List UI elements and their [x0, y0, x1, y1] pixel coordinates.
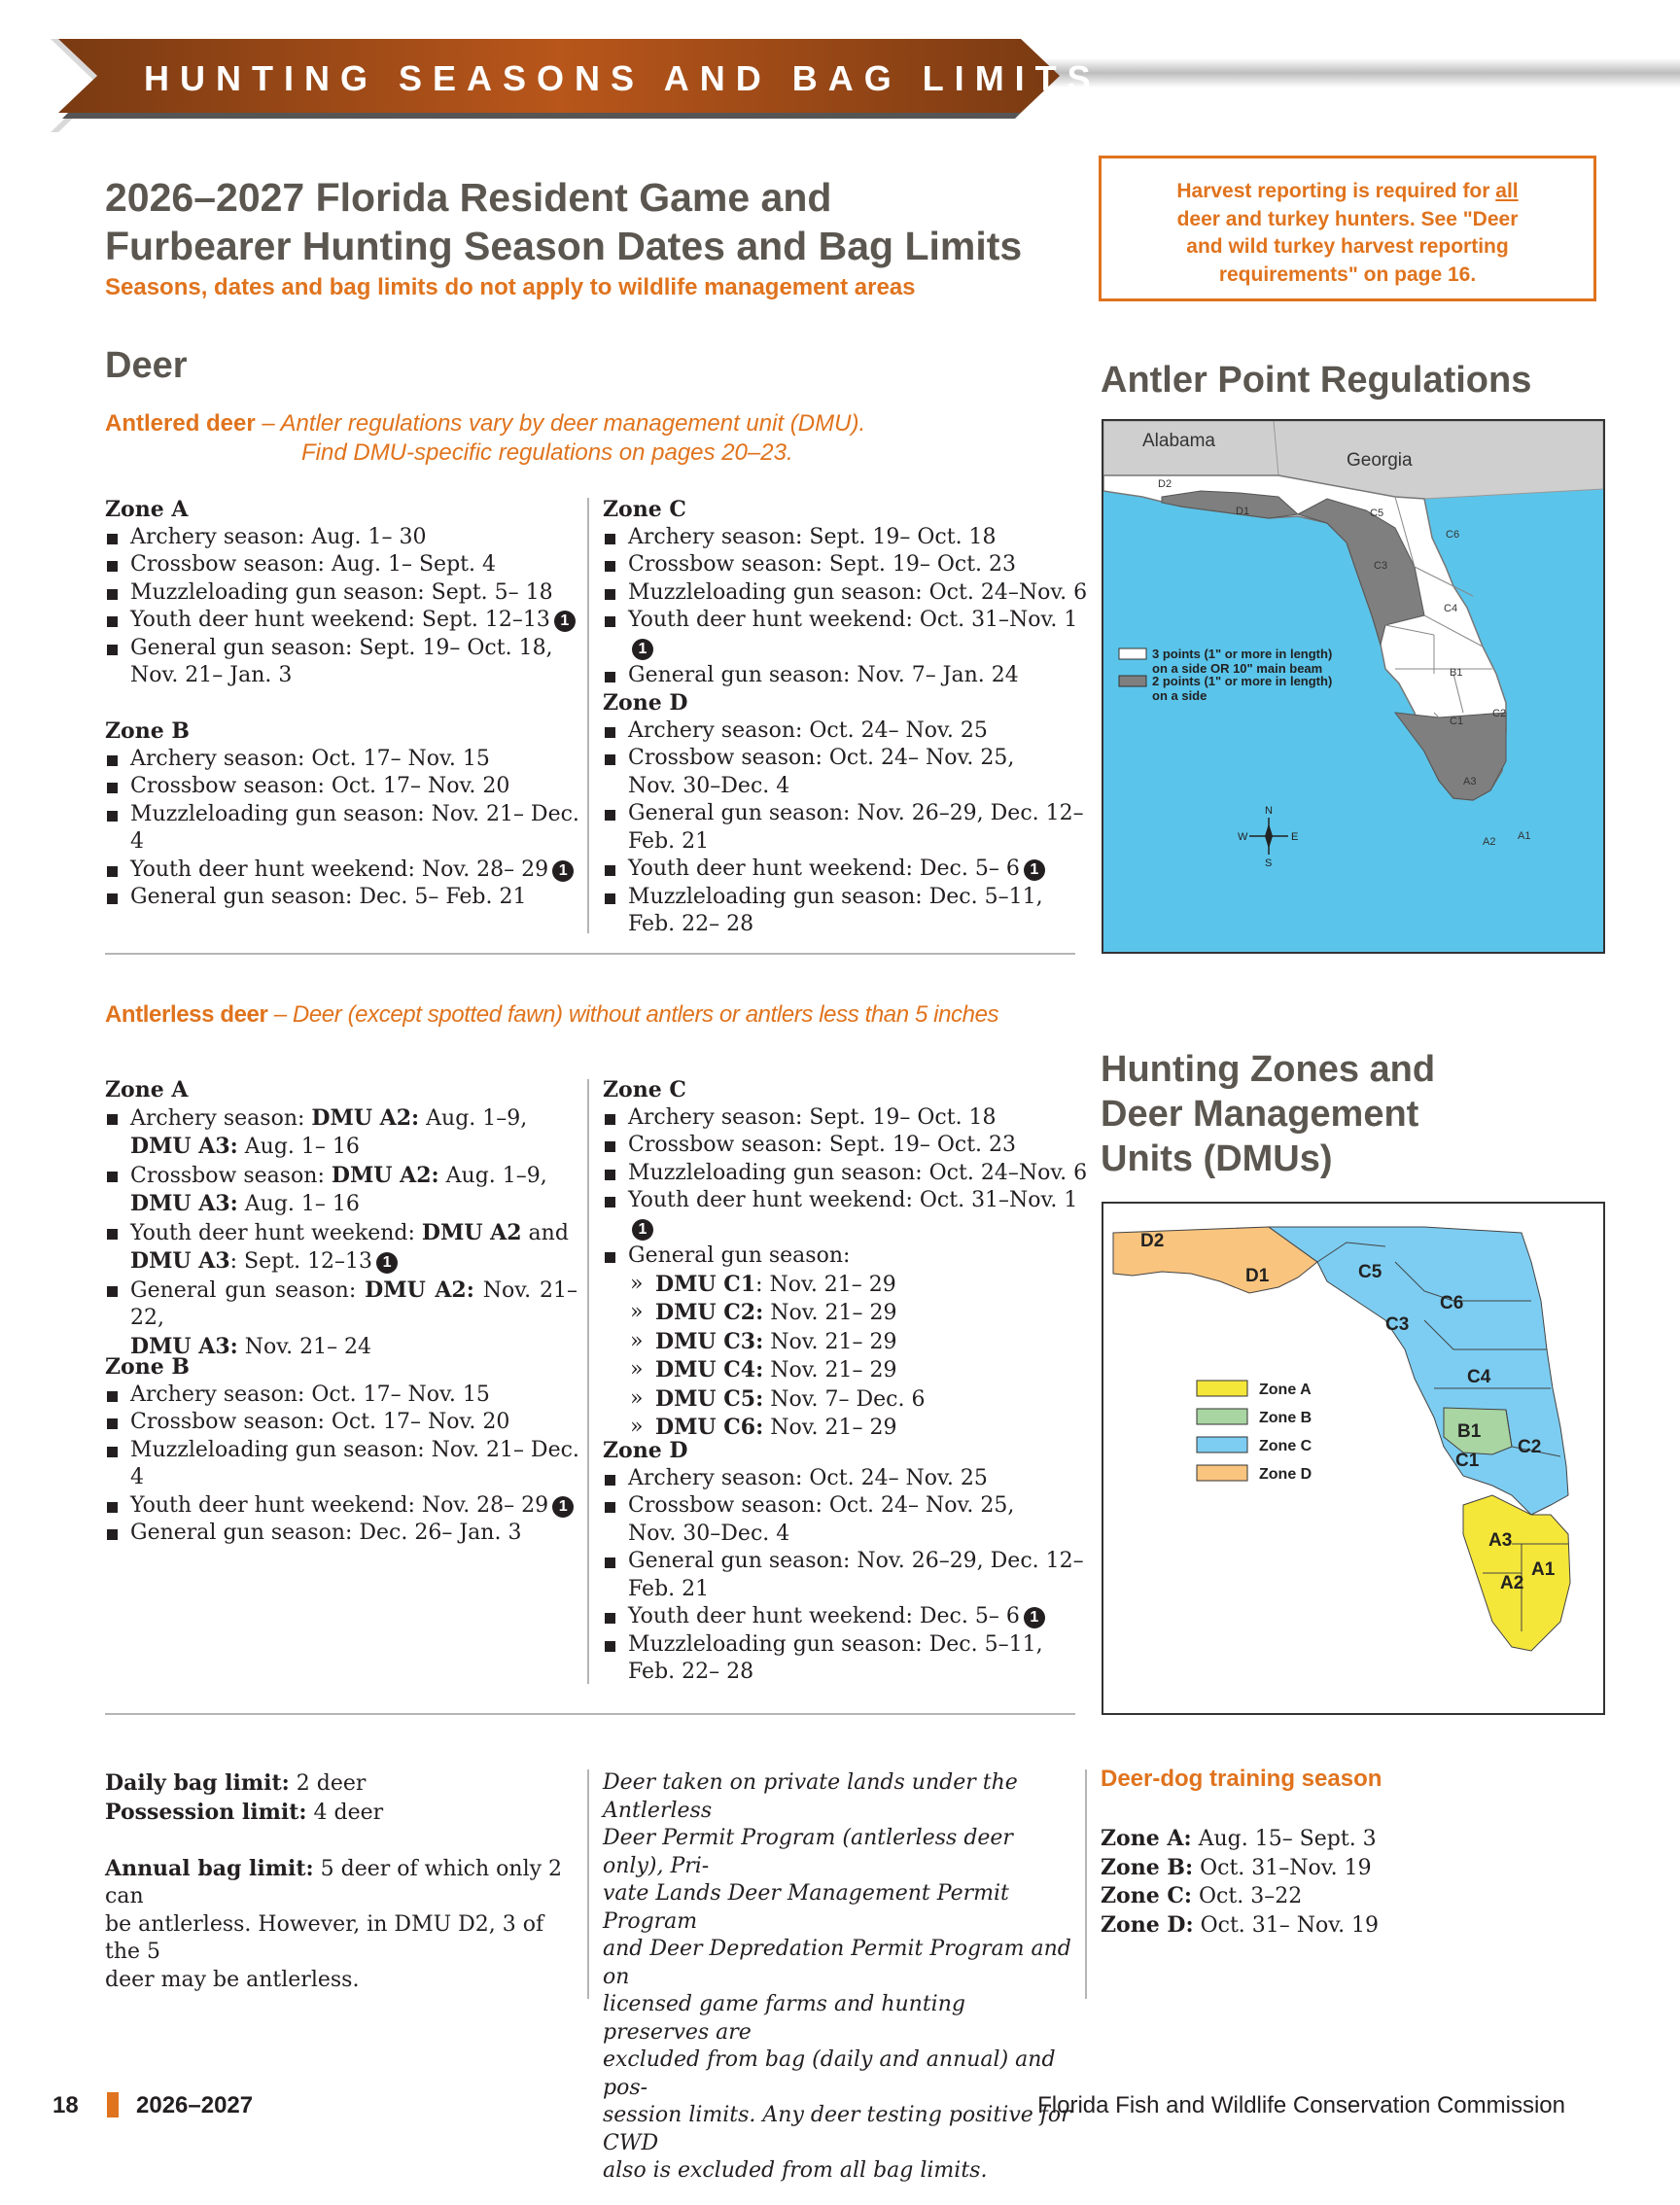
deer-dog-training-list: Zone A: Aug. 15– Sept. 3 Zone B: Oct. 31–Nov. 19 Zone C: Oct. 3–22 Zone D: Oct. 31– Nov. 19: [1101, 1826, 1380, 1938]
legend-swatch-2pt: [1119, 676, 1146, 686]
antler-map-svg: [1103, 421, 1603, 952]
antlerless-zone-b: Zone B Archery season: Oct. 17– Nov. 15 Crossbow season: Oct. 17– Nov. 20 Muzzleloading gun season: Nov. 21– Dec. 4 Youth deer hunt weekend: Nov. 28– 29 1 General gun season: Dec. 26– Jan. 3: [105, 1353, 591, 1548]
unit-label: C5: [1370, 508, 1384, 519]
dmu-label: A2: [1500, 1573, 1524, 1593]
legend-label: on a side OR 10" main beam: [1152, 661, 1323, 676]
deer-heading: Deer: [105, 345, 188, 386]
legend-label: 3 points (1" or more in length): [1152, 647, 1333, 661]
dmu-label: C3: [1385, 1314, 1410, 1335]
unit-label: B1: [1450, 667, 1463, 679]
footnote-badge: 1: [1024, 859, 1045, 881]
footnote-badge: 1: [632, 1219, 653, 1241]
hunting-zones-heading: Hunting Zones and Deer Management Units (DMUs): [1101, 1049, 1436, 1179]
dmu-label: A1: [1531, 1559, 1556, 1580]
legend-label: on a side: [1152, 688, 1208, 703]
page-subtitle: Seasons, dates and bag limits do not apply to wildlife management areas: [105, 274, 916, 300]
dmu-label: C2: [1518, 1437, 1542, 1457]
footer-accent-bar: [107, 2092, 119, 2118]
column-divider: [587, 1079, 589, 1684]
legend-label: Zone C: [1259, 1438, 1312, 1454]
dmu-label: C4: [1467, 1367, 1491, 1387]
unit-label: D1: [1236, 506, 1250, 517]
page-number: 18: [52, 2092, 79, 2118]
antlerless-zone-d: Zone D Archery season: Oct. 24– Nov. 25 Crossbow season: Oct. 24– Nov. 25, Nov. 30–Dec. 4 General gun season: Nov. 26–29, Dec. 12– Feb. 21 Youth deer hunt weekend: Dec. 5– 6 1 Muzzleloading gun season: Dec. 5–11, Feb. 22– 28: [603, 1437, 1089, 1687]
footnote-badge: 1: [552, 860, 574, 882]
compass-label: S: [1265, 858, 1273, 869]
unit-label: C6: [1446, 529, 1460, 541]
harvest-reporting-callout: Harvest reporting is required for all deer and turkey hunters. See "Deer and wild turkey harvest reporting requirements" on page 16.: [1099, 156, 1596, 301]
legend-label: Zone B: [1259, 1410, 1312, 1426]
footnote-badge: 1: [1024, 1607, 1045, 1628]
unit-label: C1: [1450, 716, 1464, 727]
bag-limits: Daily bag limit: 2 deer Possession limit: 4 deer Annual bag limit: 5 deer of which only 2 can be antlerless. However, in DMU D2, 3 of the 5 deer may be antlerless.: [105, 1770, 563, 1992]
antler-point-map: [1102, 419, 1605, 954]
dmu-label: D1: [1245, 1266, 1270, 1286]
dmu-label: B1: [1457, 1421, 1482, 1442]
antlered-deer-lead: Antlered deer – Antler regulations vary by deer management unit (DMU).: [105, 410, 866, 437]
antler-point-heading: Antler Point Regulations: [1101, 360, 1532, 401]
antlered-zone-c: Zone C Archery season: Sept. 19– Oct. 18 Crossbow season: Sept. 19– Oct. 23 Muzzleloading gun season: Oct. 24–Nov. 6 Youth deer hunt weekend: Oct. 31–Nov. 11 General gun season: Nov. 7– Jan. 24: [603, 496, 1089, 690]
banner-title: HUNTING SEASONS AND BAG LIMITS: [144, 58, 1102, 98]
unit-label: A1: [1518, 830, 1531, 842]
unit-label: C2: [1492, 708, 1507, 719]
legend-label: Zone A: [1259, 1382, 1312, 1398]
column-divider: [1085, 1769, 1087, 1999]
antlered-zone-b: Zone B Archery season: Oct. 17– Nov. 15 Crossbow season: Oct. 17– Nov. 20 Muzzleloading gun season: Nov. 21– Dec. 4 Youth deer hunt weekend: Nov. 28– 29 1 General gun season: Dec. 5– Feb. 21: [105, 718, 591, 912]
unit-label: C4: [1444, 603, 1458, 614]
dmu-label: C1: [1455, 1451, 1480, 1471]
dmu-label: A3: [1488, 1530, 1513, 1551]
legend-label: Zone D: [1259, 1466, 1312, 1483]
column-divider: [587, 1769, 589, 1999]
legend-swatch-3pt: [1119, 648, 1146, 659]
footer-year: 2026–2027: [136, 2092, 254, 2118]
section-divider: [105, 953, 1075, 955]
footnote-badge: 1: [552, 1496, 574, 1518]
footnote-badge: 1: [632, 639, 653, 660]
section-divider: [105, 1713, 1075, 1715]
antlered-zone-d: Zone D Archery season: Oct. 24– Nov. 25 Crossbow season: Oct. 24– Nov. 25, Nov. 30–Dec. 4 General gun season: Nov. 26–29, Dec. 12– Feb. 21 Youth deer hunt weekend: Dec. 5– 6 1 Muzzleloading gun season: Dec. 5–11, Feb. 22– 28: [603, 689, 1089, 939]
antlered-zone-a: Zone A Archery season: Aug. 1– 30 Crossbow season: Aug. 1– Sept. 4 Muzzleloading gun season: Sept. 5– 18 Youth deer hunt weekend: Sept. 12–13 1 General gun season: Sept. 19– Oct. 18, Nov. 21– Jan. 3: [105, 496, 591, 690]
deer-dog-training-heading: Deer-dog training season: [1101, 1766, 1382, 1792]
antlerless-zone-c: Zone C Archery season: Sept. 19– Oct. 18 Crossbow season: Sept. 19– Oct. 23 Muzzleloading gun season: Oct. 24–Nov. 6 Youth deer hunt weekend: Oct. 31–Nov. 11 General gun season: » DMU C1: Nov. 21– 29 » DMU C2: Nov. 21– 29 » DMU C3: Nov. 21– 29 » DMU C4: Nov. 21– 29 » DMU C5: Nov. 7– Dec. 6 » DMU C6: Nov. 21– 29: [603, 1076, 1089, 1443]
compass-label: N: [1265, 805, 1273, 817]
page-title: 2026–2027 Florida Resident Game and Furbearer Hunting Season Dates and Bag Limits: [105, 175, 1023, 268]
dmu-label: C6: [1440, 1293, 1464, 1313]
antlerless-deer-lead: Antlerless deer – Deer (except spotted fawn) without antlers or antlers less than 5 inches: [105, 1001, 999, 1028]
footer-organization: Florida Fish and Wildlife Conservation Commission: [1037, 2092, 1565, 2118]
unit-label: D2: [1158, 478, 1172, 490]
compass-label: E: [1291, 831, 1299, 843]
dmu-label: D2: [1140, 1231, 1165, 1251]
unit-label: C3: [1374, 560, 1388, 572]
state-label: Alabama: [1142, 431, 1215, 451]
unit-label: A3: [1463, 776, 1477, 788]
dmu-label: C5: [1358, 1262, 1382, 1282]
zones-map-svg: [1103, 1204, 1603, 1713]
private-lands-note: Deer taken on private lands under the Antlerless Deer Permit Program (antlerless deer only), Pri- vate Lands Deer Management Permit Program and Deer Depredation Permit Program and on licensed game farms and hunting preserves are excluded from bag (daily and annual) and pos- session limits. Any deer testing positive for CWD also is excluded from all bag limits.: [603, 1770, 1071, 2183]
hunting-zones-map: [1102, 1202, 1605, 1715]
footnote-badge: 1: [376, 1252, 398, 1274]
column-divider: [587, 498, 589, 933]
antlered-deer-lead-2: Find DMU-specific regulations on pages 20–23.: [301, 439, 793, 466]
state-label: Georgia: [1347, 450, 1413, 471]
antlerless-zone-a: Zone A Archery season: DMU A2: Aug. 1–9, DMU A3: Aug. 1– 16 Crossbow season: DMU A2: Aug. 1–9, DMU A3: Aug. 1– 16 Youth deer hunt weekend: DMU A2 and DMU A3: Sept. 12–13 1 General gun season: DMU A2: Nov. 21– 22, DMU A3: Nov. 21– 24: [105, 1077, 578, 1359]
compass-label: W: [1238, 831, 1248, 843]
unit-label: A2: [1483, 836, 1496, 848]
legend-label: 2 points (1" or more in length): [1152, 674, 1333, 688]
footnote-badge: 1: [554, 611, 576, 632]
